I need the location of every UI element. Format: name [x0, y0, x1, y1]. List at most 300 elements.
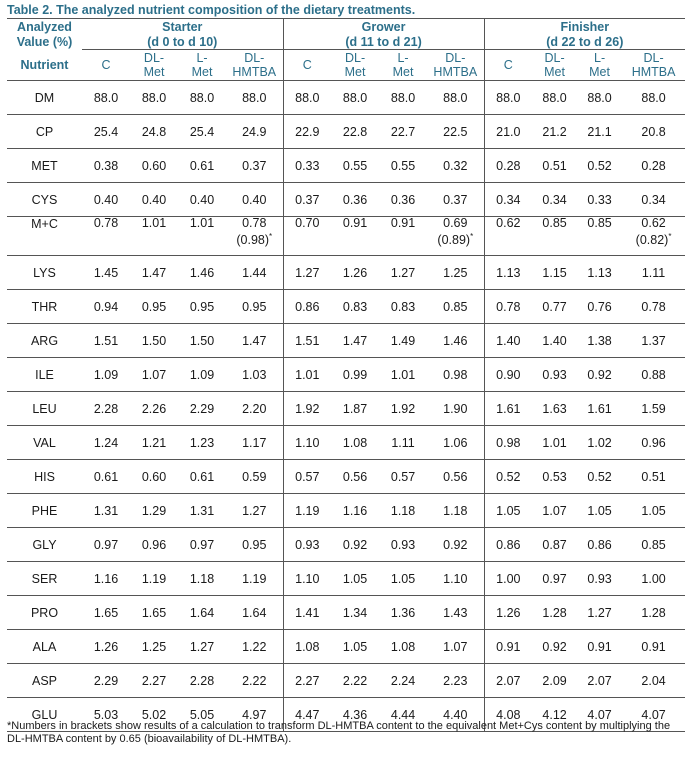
treatment-header-line1: L- [397, 51, 409, 65]
phase-finisher-name: Finisher [484, 19, 685, 35]
nutrient-name: HIS [7, 460, 82, 494]
value-cell: 22.7 [379, 115, 427, 149]
value-cell: 1.01 [532, 426, 577, 460]
table-row [7, 183, 685, 217]
value-cell [226, 217, 283, 256]
value-cell: 88.0 [484, 81, 532, 115]
adjusted-value-text: (0.82) [635, 233, 669, 248]
value-cell: 0.37 [226, 149, 283, 183]
value-text: 1.01 [189, 216, 215, 230]
bioavailability-adjusted-value [622, 230, 685, 247]
nutrient-name: PRO [7, 596, 82, 630]
value-cell: 1.10 [283, 426, 331, 460]
value-cell: 2.09 [532, 664, 577, 698]
table-row [7, 426, 685, 460]
treatment-header-line2: Met [143, 65, 165, 79]
treatment-header [82, 50, 130, 81]
treatment-header-line2: HMTBA [433, 65, 478, 79]
value-cell [82, 217, 130, 256]
value-cell: 21.0 [484, 115, 532, 149]
value-cell: 20.8 [622, 115, 685, 149]
treatment-header-line1: DL- [244, 51, 265, 65]
value-cell: 0.87 [532, 528, 577, 562]
value-cell: 1.47 [130, 256, 178, 290]
value-cell: 4.47 [283, 698, 331, 732]
value-cell: 0.95 [130, 290, 178, 324]
value-cell: 0.57 [283, 460, 331, 494]
table-row [7, 460, 685, 494]
value-cell: 88.0 [577, 81, 622, 115]
treatment-header-line1: C [503, 58, 513, 72]
value-cell: 88.0 [379, 81, 427, 115]
value-cell: 1.40 [532, 324, 577, 358]
value-cell: 1.00 [622, 562, 685, 596]
table-row [7, 115, 685, 149]
value-cell: 1.07 [427, 630, 484, 664]
nutrient-name: DM [7, 81, 82, 115]
value-cell: 0.86 [484, 528, 532, 562]
adjusted-value-text: (0.98) [236, 233, 270, 248]
value-cell: 0.86 [283, 290, 331, 324]
value-cell: 0.32 [427, 149, 484, 183]
value-cell: 0.53 [532, 460, 577, 494]
treatment-header-line1: DL- [643, 51, 664, 65]
value-cell: 24.8 [130, 115, 178, 149]
value-cell: 2.27 [283, 664, 331, 698]
value-cell: 1.05 [484, 494, 532, 528]
value-cell: 1.26 [484, 596, 532, 630]
treatment-header [226, 50, 283, 81]
treatment-header [622, 50, 685, 81]
value-cell: 88.0 [283, 81, 331, 115]
value-cell [427, 217, 484, 256]
value-cell: 4.07 [577, 698, 622, 732]
value-cell: 1.61 [577, 392, 622, 426]
value-cell: 0.95 [178, 290, 226, 324]
value-cell: 24.9 [226, 115, 283, 149]
treatment-header-line1: L- [196, 51, 208, 65]
value-cell: 0.97 [178, 528, 226, 562]
value-cell: 0.60 [130, 460, 178, 494]
value-cell: 88.0 [226, 81, 283, 115]
value-cell: 1.31 [82, 494, 130, 528]
value-cell: 0.40 [226, 183, 283, 217]
phase-grower-days: (d 11 to d 21) [283, 34, 484, 50]
value-cell: 21.1 [577, 115, 622, 149]
value-cell: 0.57 [379, 460, 427, 494]
value-cell: 0.83 [331, 290, 379, 324]
value-cell: 1.45 [82, 256, 130, 290]
value-cell: 1.41 [283, 596, 331, 630]
value-cell: 1.25 [427, 256, 484, 290]
value-cell [622, 217, 685, 256]
value-cell: 1.28 [622, 596, 685, 630]
bioavailability-adjusted-value [427, 230, 484, 247]
table-row [7, 217, 685, 256]
value-cell: 0.37 [283, 183, 331, 217]
value-cell: 1.06 [427, 426, 484, 460]
value-cell: 0.92 [331, 528, 379, 562]
nutrient-name: GLU [7, 698, 82, 732]
value-cell: 1.28 [532, 596, 577, 630]
value-cell: 2.22 [331, 664, 379, 698]
treatment-header-line1: DL- [143, 51, 165, 65]
treatment-header-line2: Met [344, 65, 366, 79]
value-cell: 0.55 [331, 149, 379, 183]
treatment-header-row [7, 50, 685, 81]
value-cell: 0.85 [427, 290, 484, 324]
value-cell: 1.63 [532, 392, 577, 426]
value-cell: 1.92 [379, 392, 427, 426]
value-cell [532, 217, 577, 256]
value-cell: 1.64 [178, 596, 226, 630]
value-cell: 1.36 [379, 596, 427, 630]
value-cell: 1.50 [178, 324, 226, 358]
treatment-header-line2: Met [191, 65, 213, 79]
nutrient-name: GLY [7, 528, 82, 562]
value-cell: 1.05 [622, 494, 685, 528]
phase-grower-name: Grower [283, 19, 484, 35]
value-cell: 2.27 [130, 664, 178, 698]
value-cell: 1.16 [331, 494, 379, 528]
value-cell: 0.33 [283, 149, 331, 183]
value-cell: 1.46 [178, 256, 226, 290]
value-cell: 0.56 [331, 460, 379, 494]
table-row [7, 358, 685, 392]
value-cell: 0.61 [82, 460, 130, 494]
value-cell: 1.13 [577, 256, 622, 290]
value-cell: 0.61 [178, 149, 226, 183]
value-cell: 88.0 [622, 81, 685, 115]
value-cell: 1.27 [379, 256, 427, 290]
value-cell: 1.40 [484, 324, 532, 358]
value-cell: 0.97 [82, 528, 130, 562]
treatment-header-line2: HMTBA [232, 65, 277, 79]
nutrient-composition-table [7, 18, 685, 732]
value-cell: 1.09 [178, 358, 226, 392]
nutrient-name: PHE [7, 494, 82, 528]
value-cell: 22.5 [427, 115, 484, 149]
footnote-marker: * [269, 232, 273, 241]
nutrient-name: ALA [7, 630, 82, 664]
value-cell: 0.93 [283, 528, 331, 562]
value-cell: 1.11 [622, 256, 685, 290]
value-cell: 0.91 [622, 630, 685, 664]
value-cell: 1.27 [577, 596, 622, 630]
value-cell: 1.18 [178, 562, 226, 596]
bioavailability-adjusted-value [226, 230, 283, 247]
value-cell: 0.61 [178, 460, 226, 494]
value-text: 0.85 [587, 216, 612, 230]
treatment-header-line1: C [101, 58, 111, 72]
value-cell: 4.07 [622, 698, 685, 732]
value-cell: 1.08 [331, 426, 379, 460]
value-cell: 1.19 [283, 494, 331, 528]
value-cell: 0.52 [577, 460, 622, 494]
footnote-marker: * [668, 232, 672, 241]
value-cell: 1.51 [82, 324, 130, 358]
table-row [7, 494, 685, 528]
value-cell: 0.92 [427, 528, 484, 562]
nutrient-name: THR [7, 290, 82, 324]
value-text: 0.85 [542, 216, 567, 230]
value-cell: 1.19 [226, 562, 283, 596]
value-cell: 0.34 [532, 183, 577, 217]
value-cell: 5.05 [178, 698, 226, 732]
value-cell: 0.83 [379, 290, 427, 324]
value-cell: 88.0 [331, 81, 379, 115]
value-cell: 0.28 [622, 149, 685, 183]
value-cell: 0.93 [577, 562, 622, 596]
value-cell: 0.97 [532, 562, 577, 596]
adjusted-value-text: (0.89) [437, 233, 471, 248]
value-cell: 2.28 [82, 392, 130, 426]
value-cell: 2.07 [484, 664, 532, 698]
value-text: 0.70 [295, 216, 320, 230]
value-cell: 1.29 [130, 494, 178, 528]
nutrient-name: CP [7, 115, 82, 149]
value-cell: 1.90 [427, 392, 484, 426]
footnote-marker: * [470, 232, 474, 241]
value-cell: 2.22 [226, 664, 283, 698]
value-cell: 0.52 [484, 460, 532, 494]
value-cell: 0.95 [226, 290, 283, 324]
treatment-header [178, 50, 226, 81]
value-cell: 4.44 [379, 698, 427, 732]
value-cell: 0.78 [484, 290, 532, 324]
value-cell: 0.36 [379, 183, 427, 217]
value-cell: 2.28 [178, 664, 226, 698]
value-text: 0.91 [342, 216, 368, 230]
value-cell: 0.77 [532, 290, 577, 324]
table-footnote: *Numbers in brackets show results of a calculation to transform DL-HMTBA content to the equivalent Met+Cys content by multiplying the DL-HMTBA content by 0.65 (bioavailability of DL-HMTBA). [7, 720, 671, 745]
table-row [7, 324, 685, 358]
value-cell: 0.96 [622, 426, 685, 460]
value-cell: 0.36 [331, 183, 379, 217]
value-cell: 0.88 [622, 358, 685, 392]
nutrient-name: ILE [7, 358, 82, 392]
value-cell: 0.99 [331, 358, 379, 392]
value-cell: 1.27 [178, 630, 226, 664]
value-cell: 1.43 [427, 596, 484, 630]
value-cell: 1.65 [130, 596, 178, 630]
value-cell: 1.18 [379, 494, 427, 528]
table-row [7, 528, 685, 562]
value-cell [178, 217, 226, 256]
value-cell: 0.28 [484, 149, 532, 183]
treatment-header-line2: Met [392, 65, 414, 79]
value-cell: 2.29 [178, 392, 226, 426]
value-cell: 1.09 [82, 358, 130, 392]
value-cell: 0.98 [484, 426, 532, 460]
value-text: 0.62 [496, 216, 521, 230]
treatment-header-line1: DL- [445, 51, 466, 65]
value-cell: 1.64 [226, 596, 283, 630]
value-cell: 2.04 [622, 664, 685, 698]
phase-starter-days: (d 0 to d 10) [82, 34, 283, 50]
value-cell: 0.55 [379, 149, 427, 183]
value-cell: 1.24 [82, 426, 130, 460]
nutrient-name: VAL [7, 426, 82, 460]
treatment-header-line2: Met [589, 65, 610, 79]
value-cell: 25.4 [178, 115, 226, 149]
value-cell: 4.36 [331, 698, 379, 732]
value-cell: 1.27 [226, 494, 283, 528]
value-cell: 0.40 [130, 183, 178, 217]
value-cell: 0.51 [532, 149, 577, 183]
value-cell: 4.08 [484, 698, 532, 732]
analyzed-label-line1: Analyzed [7, 19, 82, 35]
value-cell: 1.65 [82, 596, 130, 630]
treatment-header [532, 50, 577, 81]
value-cell: 1.11 [379, 426, 427, 460]
value-cell: 0.59 [226, 460, 283, 494]
value-cell: 1.00 [484, 562, 532, 596]
value-cell: 2.23 [427, 664, 484, 698]
value-cell: 22.8 [331, 115, 379, 149]
value-cell: 1.92 [283, 392, 331, 426]
value-cell [484, 217, 532, 256]
table-row [7, 290, 685, 324]
table-row [7, 149, 685, 183]
value-cell: 1.27 [283, 256, 331, 290]
value-text: 0.78 [93, 216, 119, 230]
value-cell: 1.31 [178, 494, 226, 528]
treatment-header-line1: DL- [344, 51, 366, 65]
table-body [7, 81, 685, 732]
phase-starter-name: Starter [82, 19, 283, 35]
value-cell: 0.40 [178, 183, 226, 217]
treatment-header [484, 50, 532, 81]
value-cell: 0.85 [622, 528, 685, 562]
table-header [7, 19, 685, 81]
treatment-header [577, 50, 622, 81]
nutrient-column-header: Nutrient [7, 50, 82, 81]
value-cell: 1.49 [379, 324, 427, 358]
table-row [7, 256, 685, 290]
value-cell: 0.38 [82, 149, 130, 183]
value-cell: 0.90 [484, 358, 532, 392]
value-cell: 4.40 [427, 698, 484, 732]
value-cell [577, 217, 622, 256]
table-row [7, 392, 685, 426]
value-cell: 22.9 [283, 115, 331, 149]
value-text: 1.01 [141, 216, 167, 230]
value-cell: 1.47 [331, 324, 379, 358]
value-cell: 0.56 [427, 460, 484, 494]
value-cell: 1.05 [577, 494, 622, 528]
value-cell: 0.37 [427, 183, 484, 217]
value-cell: 0.92 [532, 630, 577, 664]
value-cell: 0.60 [130, 149, 178, 183]
value-cell [331, 217, 379, 256]
value-cell: 1.10 [283, 562, 331, 596]
value-cell: 0.92 [577, 358, 622, 392]
value-cell: 1.37 [622, 324, 685, 358]
value-cell: 2.07 [577, 664, 622, 698]
value-cell: 0.86 [577, 528, 622, 562]
nutrient-name: ASP [7, 664, 82, 698]
treatment-header-line2: Met [544, 65, 565, 79]
value-cell: 1.25 [130, 630, 178, 664]
treatment-header [130, 50, 178, 81]
value-cell: 0.95 [226, 528, 283, 562]
value-cell: 5.02 [130, 698, 178, 732]
table-title: Table 2. The analyzed nutrient composition of the dietary treatments. [7, 3, 416, 17]
value-cell [379, 217, 427, 256]
nutrient-name: SER [7, 562, 82, 596]
value-cell [130, 217, 178, 256]
value-cell: 4.12 [532, 698, 577, 732]
value-cell: 0.52 [577, 149, 622, 183]
value-cell: 4.97 [226, 698, 283, 732]
value-cell: 1.44 [226, 256, 283, 290]
phase-finisher-days: (d 22 to d 26) [484, 34, 685, 50]
value-cell: 5.03 [82, 698, 130, 732]
treatment-header [283, 50, 331, 81]
value-cell: 0.94 [82, 290, 130, 324]
value-cell: 21.2 [532, 115, 577, 149]
value-cell: 1.13 [484, 256, 532, 290]
value-cell: 1.18 [427, 494, 484, 528]
value-cell: 0.51 [622, 460, 685, 494]
value-cell: 1.26 [82, 630, 130, 664]
value-text: 0.62 [641, 216, 666, 230]
value-cell: 2.26 [130, 392, 178, 426]
value-cell: 0.98 [427, 358, 484, 392]
value-cell: 1.08 [379, 630, 427, 664]
treatment-header-line1: L- [594, 51, 606, 65]
value-cell: 2.20 [226, 392, 283, 426]
value-cell: 1.07 [130, 358, 178, 392]
value-cell: 1.08 [283, 630, 331, 664]
value-cell: 1.05 [331, 630, 379, 664]
value-cell: 1.16 [82, 562, 130, 596]
treatment-header [331, 50, 379, 81]
nutrient-table-container [7, 18, 685, 732]
value-cell: 1.17 [226, 426, 283, 460]
value-cell: 0.93 [532, 358, 577, 392]
value-cell: 0.33 [577, 183, 622, 217]
table-row [7, 664, 685, 698]
value-text: 0.78 [242, 216, 267, 230]
value-cell: 88.0 [178, 81, 226, 115]
value-cell: 0.91 [484, 630, 532, 664]
value-cell: 0.40 [82, 183, 130, 217]
value-cell: 88.0 [427, 81, 484, 115]
nutrient-name: LEU [7, 392, 82, 426]
value-cell: 88.0 [82, 81, 130, 115]
value-cell: 2.24 [379, 664, 427, 698]
value-cell: 1.38 [577, 324, 622, 358]
value-cell: 0.76 [577, 290, 622, 324]
treatment-header-line1: DL- [544, 51, 565, 65]
treatment-header [379, 50, 427, 81]
value-text: 0.91 [390, 216, 416, 230]
value-cell: 1.51 [283, 324, 331, 358]
value-cell: 1.21 [130, 426, 178, 460]
nutrient-name: ARG [7, 324, 82, 358]
value-cell: 1.47 [226, 324, 283, 358]
value-cell: 0.78 [622, 290, 685, 324]
value-cell: 1.34 [331, 596, 379, 630]
value-cell: 88.0 [130, 81, 178, 115]
table-row [7, 562, 685, 596]
value-cell: 0.96 [130, 528, 178, 562]
value-cell: 25.4 [82, 115, 130, 149]
table-row [7, 81, 685, 115]
value-cell: 1.01 [283, 358, 331, 392]
